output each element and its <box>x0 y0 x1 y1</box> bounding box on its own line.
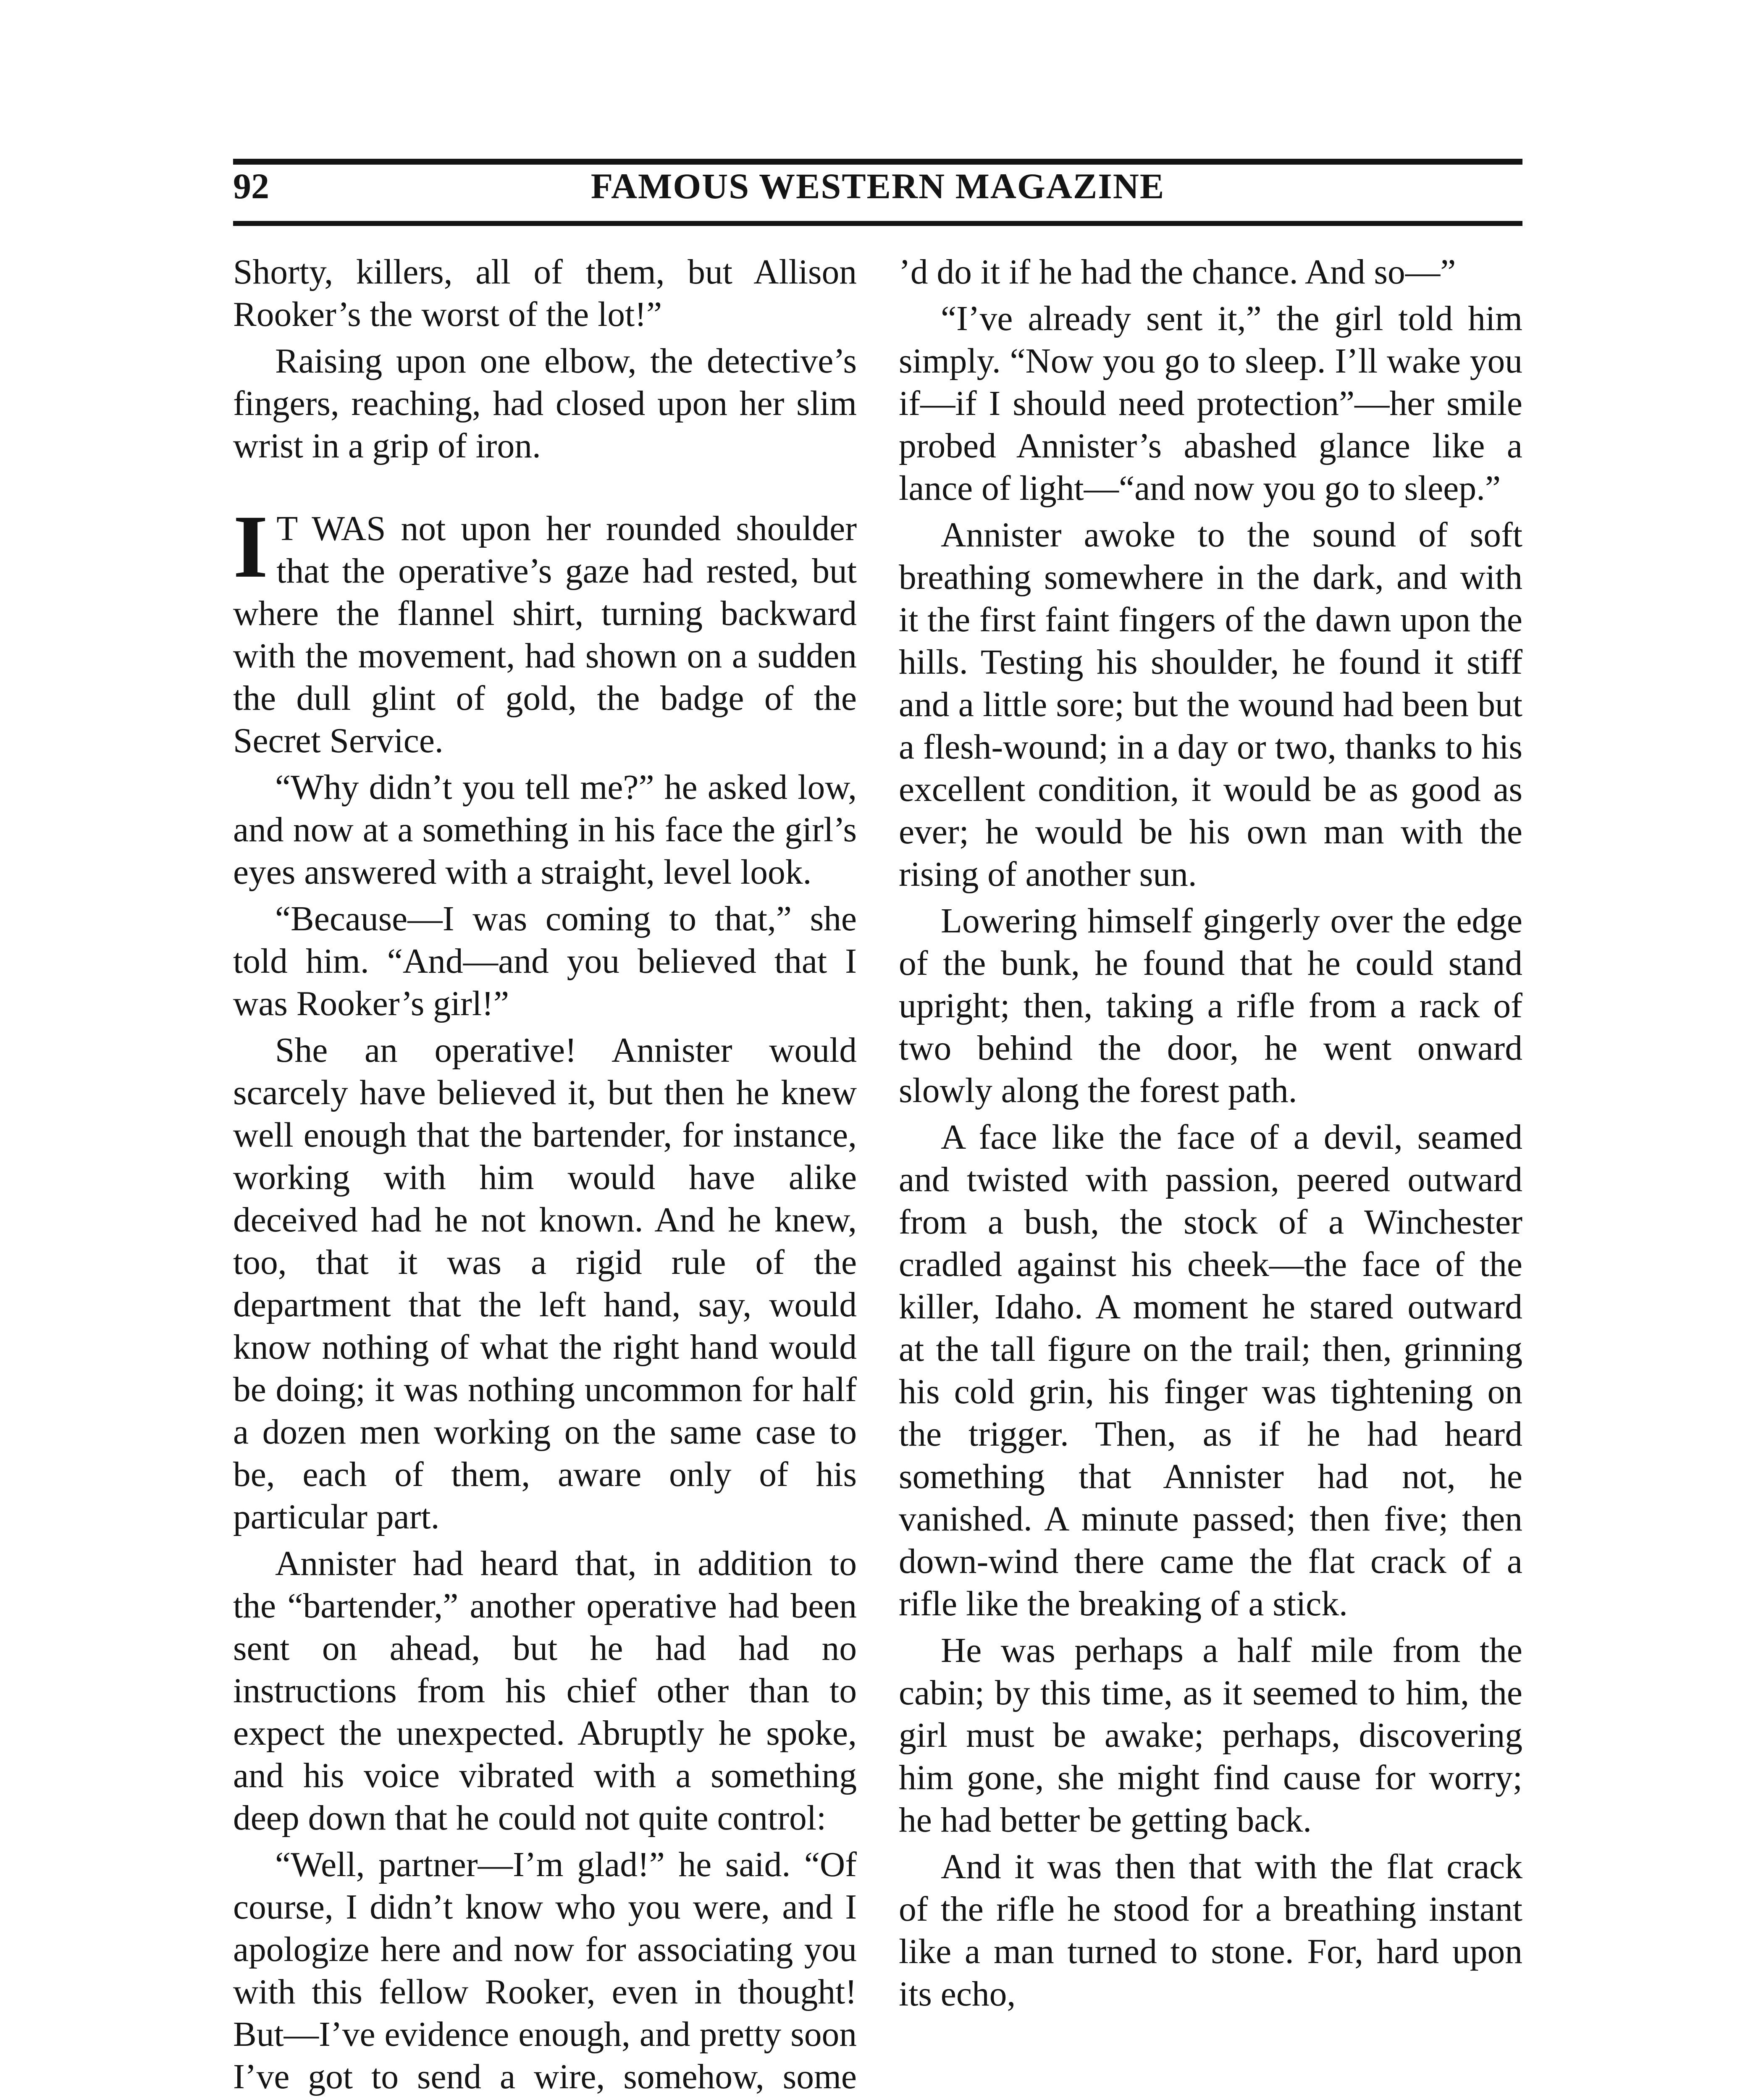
right-column <box>899 251 1522 2016</box>
paragraph: He was perhaps a half mile from the cabin; by this time, as it seemed to him, the girl must be awake; perhaps, discovering him gone, she might find cause for worry; he had better be getting back. <box>899 1631 1522 1840</box>
paragraph: Raising upon one elbow, the detective’s fingers, reaching, had closed upon her slim wrist in a grip of iron. <box>233 342 857 465</box>
paragraph-text: T WAS not upon her rounded shoulder that the operative’s gaze had rested, but where the flannel shirt, turning backward with the movement, had shown on a sudden the dull glint of gold, the badge of the Secret Service. <box>233 509 857 760</box>
drop-cap: I <box>233 497 268 596</box>
left-column <box>233 251 857 2100</box>
paragraph: Annister had heard that, in addition to the “bartender,” another operative had been sent on ahead, but he had had no instructions from his chief other than to expect the unexpected. Abruptly he spoke, and his voice vibrated with a something deep down that he could not quite control: <box>233 1544 857 1838</box>
section-start-paragraph <box>233 497 857 762</box>
header-rule-bottom <box>233 221 1522 226</box>
magazine-title: FAMOUS WESTERN MAGAZINE <box>591 166 1165 206</box>
paragraph: A face like the face of a devil, seamed and twisted with passion, peered outward from a bush, the stock of a Winchester cradled against his cheek—the face of the killer, Idaho. A moment he stared outward at the tall figure on the trail; then, grinning his cold grin, his finger was tightening on the trigger. Then, as if he had heard something that Annister had not, he vanished. A minute passed; then five; then down-wind there came the flat crack of a rifle like the breaking of a stick. <box>899 1118 1522 1623</box>
paragraph: Annister awoke to the sound of soft breathing somewhere in the dark, and with it the first faint fingers of the dawn upon the hills. Testing his shoulder, he found it stiff and a little sore; but the wound had been but a flesh-wound; in a day or two, thanks to his excellent condition, it would be as good as ever; he would be his own man with the rising of another sun. <box>899 516 1522 894</box>
paragraph: “I’ve already sent it,” the girl told him simply. “Now you go to sleep. I’ll wake you if—if I should need protection”—her smile probed Annister’s abashed glance like a lance of light—“and now you go to sleep.” <box>899 299 1522 508</box>
header-rule-top <box>233 159 1522 165</box>
paragraph: “Because—I was coming to that,” she told him. “And—and you believed that I was Rooker’s girl!” <box>233 900 857 1023</box>
paragraph: And it was then that with the flat crack of the rifle he stood for a breathing instant like a man turned to stone. For, hard upon its echo, <box>899 1848 1522 2013</box>
paragraph: Lowering himself gingerly over the edge of the bunk, he found that he could stand upright; then, taking a rifle from a rack of two behind the door, he went onward slowly along the forest path. <box>899 902 1522 1110</box>
paragraph: “Why didn’t you tell me?” he asked low, and now at a something in his face the girl’s eyes answered with a straight, level look. <box>233 768 857 892</box>
paragraph: “Well, partner—I’m glad!” he said. “Of course, I didn’t know who you were, and I apologize here and now for associating you with this fellow Rooker, even in thought! But—I’ve evidence enough, and pretty soon I’ve got to send a wire, somehow, some <box>233 1845 857 2096</box>
page-number: 92 <box>233 166 269 206</box>
paragraph: She an operative! Annister would scarcely have believed it, but then he knew well enough that the bartender, for instance, working with him would have alike deceived had he not known. And he knew, too, that it was a rigid rule of the department that the left hand, say, would know nothing of what the right hand would be doing; it was nothing uncommon for half a dozen men working on the same case to be, each of them, aware only of his particular part. <box>233 1031 857 1536</box>
paragraph: Shorty, killers, all of them, but Allison Rooker’s the worst of the lot!” <box>233 253 857 334</box>
paragraph: ’d do it if he had the chance. And so—” <box>899 253 1456 291</box>
